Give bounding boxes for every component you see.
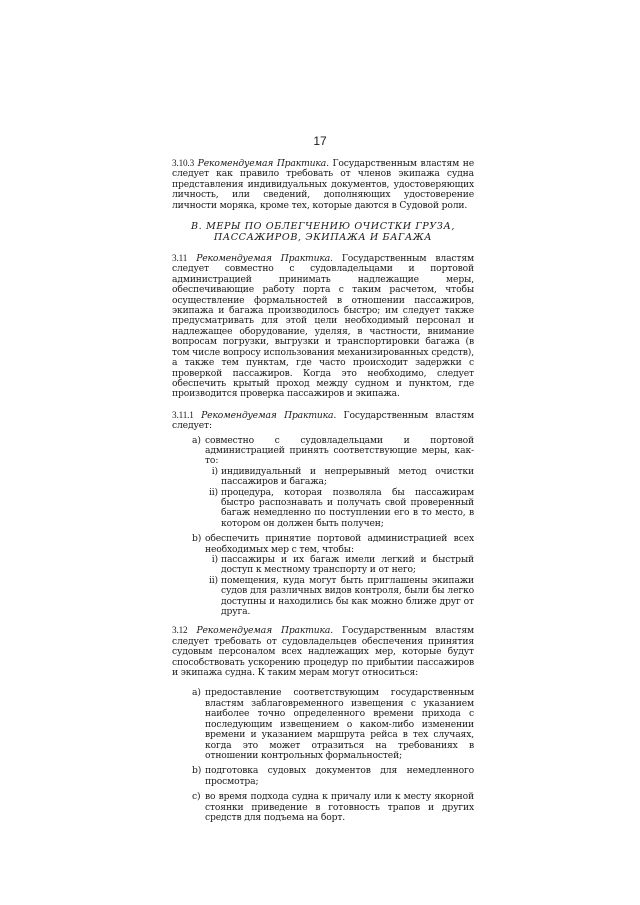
paragraph-3-11 [172, 253, 474, 400]
list-item [192, 688, 474, 761]
list-item [192, 766, 474, 787]
list-item-label: a) [192, 434, 201, 446]
paragraph-number: 3.10.3 [172, 158, 195, 168]
sub-list-item-label: i) [211, 465, 218, 477]
paragraph-label: Рекомендуемая Практика. [201, 409, 337, 421]
paragraph-number: 3.11 [172, 253, 188, 264]
paragraph-text: Государственным властям не следует как правило требовать от членов экипажа судна представления индивидуальных документов, удостоверяющих личность, или сведений, дополняющих удостоверение личности моряка, кроме тех, которые даются в Судовой роли. [172, 158, 474, 211]
paragraph-number: 3.12 [172, 625, 188, 636]
list-item [192, 436, 474, 530]
paragraph-3-10-3 [172, 158, 474, 211]
sub-list-item-text: помещения, куда могут быть приглашены экипажи судов для различных видов контроля, были бы легко доступны и находились бы как можно ближе друг от друга. [221, 574, 474, 618]
sub-list-item-label: ii) [208, 574, 218, 586]
paragraph-3-12 [172, 625, 474, 678]
sub-list-item-text: процедура, которая позволяла бы пассажирам быстро распознавать и получать свой проверенный багаж немедленно по поступлении его в то место, в котором он должен быть получен; [221, 486, 474, 529]
paragraph-text: Государственным властям следует: [172, 409, 475, 432]
paragraph-text: Государственным властям следует требовать от судовладельцев обеспечения принятия судовым персоналом всех надлежащих мер, которые будут способствовать ускорению процедур по прибытии пассажиров и экипажа судна. К таким мерам могут относиться: [172, 625, 475, 679]
list-item [192, 792, 474, 823]
list-item-text: совместно с судовладельцами и портовой администрацией принять соответствующие меры, как-то: [205, 434, 474, 467]
sub-list-item [205, 555, 474, 576]
sub-list-item-label: i) [211, 554, 218, 565]
list-item-text: подготовка судовых документов для немедленного просмотра; [205, 765, 474, 787]
sub-list-item [205, 488, 474, 530]
sub-list-item [205, 467, 474, 488]
list-item-text: во время подхода судна к причалу или к месту якорной стоянки приведение в готовность трапов и других средств для подъема на борт. [205, 791, 474, 823]
section-heading-line-2: ПАССАЖИРОВ, ЭКИПАЖА И БАГАЖА [213, 232, 433, 244]
list-item [192, 534, 474, 617]
page-content [172, 158, 474, 823]
list-item-text: обеспечить принятие портовой администрацией всех необходимых мер с тем, чтобы: [205, 533, 474, 555]
list-item-text: предоставление соответствующим государственным властям заблаговременного извещения с указанием наиболее точно определенного времени прихода с последующим извещением о каком-либо изменении времени и указанием маршрута рейса в тех случаях, когда это может отразиться на требованиях в отношении контрольных формальностей; [205, 687, 474, 761]
paragraph-label: Рекомендуемая Практика. [196, 253, 333, 265]
section-heading [172, 221, 474, 243]
sub-list-item-label: ii) [208, 486, 218, 498]
paragraph-text: Государственным властям следует совместно с судовладельцами и портовой администрацией принимать надлежащие меры, обеспечивающие работу порта с таким расчетом, чтобы осуществление формальностей в отношении пассажиров, экипажа и багажа производилось быстро; им следует также предусматривать для этой цели необходимый персонал и надлежащее оборудование, уделяя, в частности, внимание вопросам погрузки, выгрузки и транспортировки багажа (в том числе вопросу использования механизированных средств), а также тем пунктам, где часто происходит задержки с проверкой пассажиров. Когда это необходимо, следует обеспечить крытый проход между судном и пунктом, где производится проверка пассажиров и экипажа. [172, 253, 474, 400]
sub-list-item [205, 576, 474, 618]
paragraph-number: 3.11.1 [172, 409, 194, 420]
list-item-label: a) [192, 687, 201, 699]
sub-list-item-text: индивидуальный и непрерывный метод очистки пассажиров и багажа; [221, 465, 474, 488]
list-item-label: b) [192, 765, 202, 777]
page-number: 17 [313, 134, 327, 148]
list-item-label: b) [192, 533, 202, 545]
paragraph-3-11-1 [172, 410, 474, 432]
section-heading-line-1: B. МЕРЫ ПО ОБЛЕГЧЕНИЮ ОЧИСТКИ ГРУЗА, [191, 221, 455, 233]
list-item-label: c) [192, 791, 201, 803]
sub-list-item-text: пассажиры и их багаж имели легкий и быстрый доступ к местному транспорту и от него; [221, 554, 474, 576]
paragraph-label: Рекомендуемая Практика. [196, 625, 333, 637]
paragraph-label: Рекомендуемая Практика. [197, 158, 329, 169]
